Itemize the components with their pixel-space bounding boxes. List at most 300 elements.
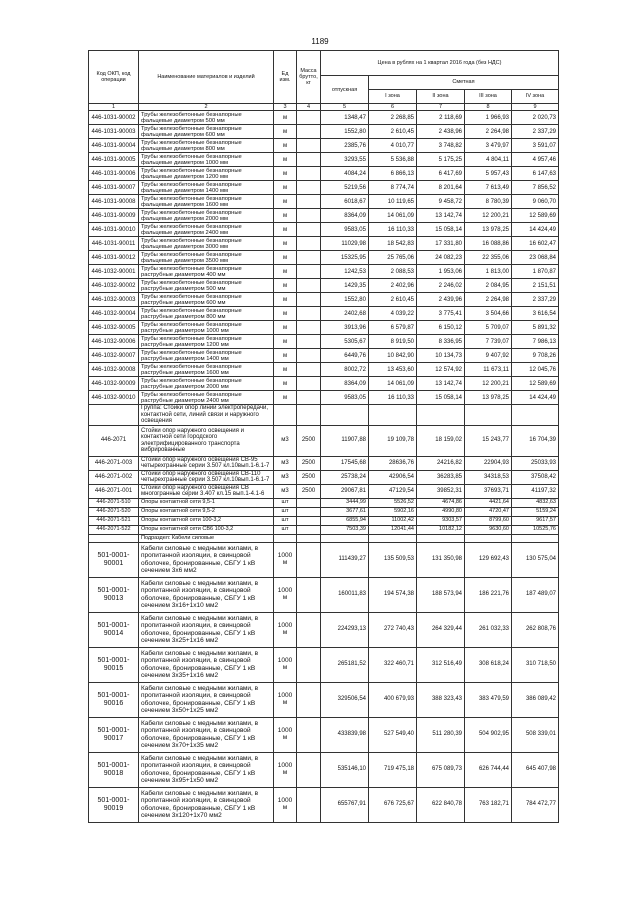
item-code: 446-1031-90007 xyxy=(89,181,139,195)
item-mass xyxy=(297,251,321,265)
price-zone-2: 6 417,69 xyxy=(417,167,465,181)
price-zone-1: 2 610,45 xyxy=(369,125,417,139)
price-release: 25738,24 xyxy=(321,470,369,484)
price-zone-2: 675 089,73 xyxy=(417,752,465,787)
price-zone-2: 12 574,92 xyxy=(417,363,465,377)
price-zone-4: 4832,63 xyxy=(512,498,559,507)
price-zone-2: 264 329,44 xyxy=(417,612,465,647)
price-release: 6855,94 xyxy=(321,516,369,525)
price-zone-2: 13 142,74 xyxy=(417,209,465,223)
item-name: Трубы железобетонные безнапорные фальцевые диаметром 1600 мм xyxy=(139,195,274,209)
price-zone-3: 7 739,07 xyxy=(465,335,512,349)
item-code: 446-1032-90009 xyxy=(89,377,139,391)
item-unit: 1000 м xyxy=(274,612,297,647)
price-zone-2: 312 516,49 xyxy=(417,647,465,682)
price-zone-4: 1 870,87 xyxy=(512,265,559,279)
price-zone-1: 18 542,83 xyxy=(369,237,417,251)
price-zone-2: 5 175,25 xyxy=(417,153,465,167)
price-zone-2: 2 438,96 xyxy=(417,125,465,139)
price-zone-4: 37508,42 xyxy=(512,470,559,484)
item-unit: шт xyxy=(274,507,297,516)
price-release: 329506,54 xyxy=(321,682,369,717)
price-release: 1429,35 xyxy=(321,279,369,293)
item-unit: м xyxy=(274,209,297,223)
column-index-row xyxy=(89,104,559,111)
price-zone-2: 3 748,82 xyxy=(417,139,465,153)
price-zone-4: 2 337,29 xyxy=(512,293,559,307)
price-release: 1242,53 xyxy=(321,265,369,279)
column-index: 2 xyxy=(139,104,274,111)
price-release: 8364,09 xyxy=(321,377,369,391)
price-zone-4: 7 986,13 xyxy=(512,335,559,349)
item-mass xyxy=(297,335,321,349)
item-code: 446-1031-90005 xyxy=(89,153,139,167)
price-zone-2 xyxy=(417,405,465,425)
item-name: Трубы железобетонные безнапорные фальцевые диаметром 3000 мм xyxy=(139,237,274,251)
item-code: 446-1031-90010 xyxy=(89,223,139,237)
price-zone-3: 383 479,59 xyxy=(465,682,512,717)
table-row xyxy=(89,111,559,125)
price-zone-2: 15 058,14 xyxy=(417,223,465,237)
item-mass xyxy=(297,139,321,153)
price-zone-1: 400 679,93 xyxy=(369,682,417,717)
item-name: Трубы железобетонные безнапорные фальцевые диаметром 1200 мм xyxy=(139,167,274,181)
header-zone-4: IV зона xyxy=(512,89,559,104)
item-code: 446-1032-90003 xyxy=(89,293,139,307)
price-zone-1: 2 268,85 xyxy=(369,111,417,125)
table-row xyxy=(89,577,559,612)
price-release: 7503,39 xyxy=(321,525,369,534)
item-mass xyxy=(297,153,321,167)
item-mass xyxy=(297,577,321,612)
item-code: 446-1032-90005 xyxy=(89,321,139,335)
price-zone-1: 28636,76 xyxy=(369,456,417,470)
price-zone-2: 4674,86 xyxy=(417,498,465,507)
price-release: 1348,47 xyxy=(321,111,369,125)
price-zone-1: 4 010,77 xyxy=(369,139,417,153)
item-mass xyxy=(297,516,321,525)
price-release: 3913,96 xyxy=(321,321,369,335)
item-unit: м xyxy=(274,265,297,279)
item-code: 446-2071 xyxy=(89,425,139,456)
header-mass: Масса брутто, кг xyxy=(297,51,321,104)
item-code: 446-1032-90004 xyxy=(89,307,139,321)
item-code: 446-2071-521 xyxy=(89,516,139,525)
item-unit: м xyxy=(274,237,297,251)
price-zone-1: 135 509,53 xyxy=(369,542,417,577)
price-zone-3: 186 221,76 xyxy=(465,577,512,612)
item-code: 446-2071-520 xyxy=(89,507,139,516)
item-name: Трубы железобетонные безнапорные фальцевые диаметром 1000 мм xyxy=(139,153,274,167)
item-name: Кабели силовые с медными жилами, в пропитанной изоляции, в свинцовой оболочке, бронированные, СБГУ 1 кВ сечением 3х25+1х16 мм2 xyxy=(139,612,274,647)
item-unit: 1000 м xyxy=(274,577,297,612)
item-code: 446-1031-90003 xyxy=(89,125,139,139)
price-release: 433839,98 xyxy=(321,717,369,752)
price-zone-1: 19 109,78 xyxy=(369,425,417,456)
column-index: 3 xyxy=(274,104,297,111)
price-zone-2 xyxy=(417,534,465,542)
table-row xyxy=(89,223,559,237)
header-zone-1: I зона xyxy=(369,89,417,104)
price-zone-3: 4720,47 xyxy=(465,507,512,516)
table-row xyxy=(89,647,559,682)
price-zone-3: 626 744,44 xyxy=(465,752,512,787)
price-zone-1: 16 110,33 xyxy=(369,223,417,237)
table-row xyxy=(89,717,559,752)
item-mass: 2500 xyxy=(297,425,321,456)
item-mass xyxy=(297,181,321,195)
price-release: 224293,13 xyxy=(321,612,369,647)
price-release: 1552,80 xyxy=(321,293,369,307)
price-zone-2: 511 280,39 xyxy=(417,717,465,752)
item-code: 501-0001-90001 xyxy=(89,542,139,577)
price-zone-3: 1 966,93 xyxy=(465,111,512,125)
item-name: Подраздел: Кабели силовые xyxy=(139,534,274,542)
item-name: Стойки опор наружного освещения СВ-110 четырехгранные серии 3.507 кл.10вып.1-6.1-7 xyxy=(139,470,274,484)
item-mass xyxy=(297,717,321,752)
column-index: 1 xyxy=(89,104,139,111)
price-zone-1: 6 579,87 xyxy=(369,321,417,335)
item-unit: м xyxy=(274,111,297,125)
header-zone-2: II зона xyxy=(417,89,465,104)
price-zone-3: 504 902,95 xyxy=(465,717,512,752)
price-zone-1: 4 039,22 xyxy=(369,307,417,321)
price-zone-1: 6 866,13 xyxy=(369,167,417,181)
price-zone-3 xyxy=(465,405,512,425)
item-code: 446-1031-90008 xyxy=(89,195,139,209)
price-zone-4: 310 718,50 xyxy=(512,647,559,682)
item-unit: м xyxy=(274,153,297,167)
item-name: Трубы железобетонные безнапорные раструбные диаметром 2400 мм xyxy=(139,391,274,405)
price-zone-3: 22904,93 xyxy=(465,456,512,470)
price-zone-3: 12 200,21 xyxy=(465,377,512,391)
price-release: 2402,68 xyxy=(321,307,369,321)
price-zone-4: 6 147,63 xyxy=(512,167,559,181)
price-zone-2: 188 573,94 xyxy=(417,577,465,612)
price-zone-2: 10 134,73 xyxy=(417,349,465,363)
item-unit: м xyxy=(274,195,297,209)
item-unit: м xyxy=(274,307,297,321)
item-name: Трубы железобетонные безнапорные фальцевые диаметром 2400 мм xyxy=(139,223,274,237)
table-row xyxy=(89,195,559,209)
price-zone-2: 388 323,43 xyxy=(417,682,465,717)
item-mass xyxy=(297,542,321,577)
item-code: 446-2071-002 xyxy=(89,470,139,484)
table-row xyxy=(89,153,559,167)
price-zone-4: 5159,24 xyxy=(512,507,559,516)
price-zone-3: 3 504,66 xyxy=(465,307,512,321)
item-name: Стойки опор наружного освещения СВ-95 четырехгранные серии 3.507 кл.10вып.1-6.1-7 xyxy=(139,456,274,470)
price-zone-4: 12 589,69 xyxy=(512,209,559,223)
item-name: Стойки опор наружного освещения СВ многогранные серии 3.407 кл.15 вып.1-4.1-6 xyxy=(139,484,274,498)
price-release: 2385,76 xyxy=(321,139,369,153)
item-mass xyxy=(297,363,321,377)
column-index: 5 xyxy=(321,104,369,111)
price-zone-3: 2 264,98 xyxy=(465,293,512,307)
item-code: 446-2071-001 xyxy=(89,484,139,498)
price-zone-4: 7 856,52 xyxy=(512,181,559,195)
item-mass xyxy=(297,534,321,542)
item-unit: шт xyxy=(274,498,297,507)
price-zone-3: 12 200,21 xyxy=(465,209,512,223)
price-zone-4: 23 068,84 xyxy=(512,251,559,265)
price-zone-4: 3 616,54 xyxy=(512,307,559,321)
table-row xyxy=(89,534,559,542)
price-zone-1: 8 919,50 xyxy=(369,335,417,349)
price-release: 5305,67 xyxy=(321,335,369,349)
price-zone-4: 14 424,49 xyxy=(512,391,559,405)
item-name: Кабели силовые с медными жилами, в пропитанной изоляции, в свинцовой оболочке, бронированные, СБГУ 1 кВ сечением 3х16+1х10 мм2 xyxy=(139,577,274,612)
table-row xyxy=(89,787,559,822)
item-mass xyxy=(297,787,321,822)
item-code: 446-1031-90006 xyxy=(89,167,139,181)
price-zone-3: 2 264,98 xyxy=(465,125,512,139)
item-unit: 1000 м xyxy=(274,752,297,787)
table-row xyxy=(89,507,559,516)
price-zone-2: 17 331,80 xyxy=(417,237,465,251)
price-zone-1: 2 088,53 xyxy=(369,265,417,279)
item-unit: м3 xyxy=(274,484,297,498)
price-zone-2: 13 142,74 xyxy=(417,377,465,391)
header-code: Код ОКП, код операции xyxy=(89,51,139,104)
price-zone-3: 22 355,06 xyxy=(465,251,512,265)
header-price-group: Цена в рублях на 1 квартал 2016 года (без НДС) xyxy=(321,51,559,76)
item-mass xyxy=(297,682,321,717)
price-zone-1 xyxy=(369,534,417,542)
price-release: 1552,80 xyxy=(321,125,369,139)
item-unit: м xyxy=(274,251,297,265)
item-name: Трубы железобетонные безнапорные фальцевые диаметром 2000 мм xyxy=(139,209,274,223)
item-name: Группа: Стойки опор линий электропередачи, контактной сети, линий связи и наружного освещения xyxy=(139,405,274,425)
item-name: Кабели силовые с медными жилами, в пропитанной изоляции, в свинцовой оболочке, бронированные, СБГУ 1 кВ сечением 3х95+1х50 мм2 xyxy=(139,752,274,787)
price-zone-2: 622 840,78 xyxy=(417,787,465,822)
item-code: 446-1032-90007 xyxy=(89,349,139,363)
price-zone-2: 131 350,98 xyxy=(417,542,465,577)
item-unit: 1000 м xyxy=(274,647,297,682)
item-name: Трубы железобетонные безнапорные раструбные диаметром 1400 мм xyxy=(139,349,274,363)
item-code: 501-0001-90014 xyxy=(89,612,139,647)
item-unit: м3 xyxy=(274,456,297,470)
column-index: 6 xyxy=(369,104,417,111)
price-zone-4: 9617,57 xyxy=(512,516,559,525)
price-zone-3: 308 618,24 xyxy=(465,647,512,682)
item-unit: м xyxy=(274,167,297,181)
price-zone-3 xyxy=(465,534,512,542)
price-zone-4: 25033,93 xyxy=(512,456,559,470)
price-release: 17545,68 xyxy=(321,456,369,470)
price-zone-3: 16 088,86 xyxy=(465,237,512,251)
price-zone-2: 9303,57 xyxy=(417,516,465,525)
price-zone-1: 47129,54 xyxy=(369,484,417,498)
item-mass xyxy=(297,195,321,209)
table-row xyxy=(89,456,559,470)
column-index: 7 xyxy=(417,104,465,111)
price-zone-1: 13 453,60 xyxy=(369,363,417,377)
price-zone-4: 508 339,01 xyxy=(512,717,559,752)
price-release: 655767,91 xyxy=(321,787,369,822)
item-unit: шт xyxy=(274,525,297,534)
table-row xyxy=(89,405,559,425)
table-row xyxy=(89,516,559,525)
price-zone-1: 272 740,43 xyxy=(369,612,417,647)
price-zone-1 xyxy=(369,405,417,425)
table-row xyxy=(89,251,559,265)
item-mass xyxy=(297,498,321,507)
item-mass: 2500 xyxy=(297,470,321,484)
table-row xyxy=(89,498,559,507)
price-zone-3: 7 613,49 xyxy=(465,181,512,195)
price-zone-4: 5 891,32 xyxy=(512,321,559,335)
item-unit: м xyxy=(274,139,297,153)
table-row xyxy=(89,209,559,223)
item-name: Трубы железобетонные безнапорные фальцевые диаметром 1400 мм xyxy=(139,181,274,195)
item-name: Трубы железобетонные безнапорные фальцевые диаметром 600 мм xyxy=(139,125,274,139)
item-mass: 2500 xyxy=(297,456,321,470)
item-unit: м xyxy=(274,125,297,139)
item-unit: м xyxy=(274,335,297,349)
price-zone-4 xyxy=(512,405,559,425)
price-zone-4 xyxy=(512,534,559,542)
price-zone-3: 129 692,43 xyxy=(465,542,512,577)
price-zone-3: 261 032,33 xyxy=(465,612,512,647)
item-code xyxy=(89,534,139,542)
price-release: 535146,10 xyxy=(321,752,369,787)
price-zone-1: 5526,52 xyxy=(369,498,417,507)
table-row xyxy=(89,612,559,647)
price-release: 9583,05 xyxy=(321,391,369,405)
item-unit: 1000 м xyxy=(274,787,297,822)
table-row xyxy=(89,167,559,181)
price-release: 3677,61 xyxy=(321,507,369,516)
table-row xyxy=(89,307,559,321)
price-zone-3: 8799,60 xyxy=(465,516,512,525)
item-mass xyxy=(297,125,321,139)
price-zone-4: 386 089,42 xyxy=(512,682,559,717)
item-code xyxy=(89,405,139,425)
price-zone-3: 4 804,11 xyxy=(465,153,512,167)
price-release xyxy=(321,405,369,425)
item-code: 501-0001-90013 xyxy=(89,577,139,612)
price-zone-2: 24 082,23 xyxy=(417,251,465,265)
item-mass xyxy=(297,349,321,363)
item-unit: м xyxy=(274,377,297,391)
price-zone-4: 12 045,76 xyxy=(512,363,559,377)
column-index: 8 xyxy=(465,104,512,111)
item-code: 446-2071-003 xyxy=(89,456,139,470)
item-unit: м xyxy=(274,293,297,307)
item-name: Кабели силовые с медными жилами, в пропитанной изоляции, в свинцовой оболочке, бронированные, СБГУ 1 кВ сечением 3х50+1х25 мм2 xyxy=(139,682,274,717)
price-zone-1: 10 119,65 xyxy=(369,195,417,209)
price-zone-4: 4 957,46 xyxy=(512,153,559,167)
price-zone-4: 41197,32 xyxy=(512,484,559,498)
table-row xyxy=(89,425,559,456)
price-zone-2: 6 150,12 xyxy=(417,321,465,335)
price-zone-1: 16 110,33 xyxy=(369,391,417,405)
price-release: 4084,24 xyxy=(321,167,369,181)
item-code: 446-1032-90008 xyxy=(89,363,139,377)
price-zone-2: 15 058,14 xyxy=(417,391,465,405)
price-release: 265181,52 xyxy=(321,647,369,682)
item-mass xyxy=(297,612,321,647)
item-code: 446-1031-90009 xyxy=(89,209,139,223)
price-zone-3: 15 243,77 xyxy=(465,425,512,456)
item-mass xyxy=(297,223,321,237)
item-code: 446-1031-90012 xyxy=(89,251,139,265)
item-code: 501-0001-90018 xyxy=(89,752,139,787)
price-release: 160011,83 xyxy=(321,577,369,612)
price-zone-1: 11002,42 xyxy=(369,516,417,525)
price-zone-1: 719 475,18 xyxy=(369,752,417,787)
item-unit: м xyxy=(274,321,297,335)
item-mass xyxy=(297,209,321,223)
price-zone-2: 24216,82 xyxy=(417,456,465,470)
price-zone-3: 2 084,95 xyxy=(465,279,512,293)
item-code: 501-0001-90019 xyxy=(89,787,139,822)
price-zone-4: 262 808,76 xyxy=(512,612,559,647)
item-unit: м xyxy=(274,279,297,293)
item-code: 446-1032-90006 xyxy=(89,335,139,349)
item-unit: м xyxy=(274,391,297,405)
table-row xyxy=(89,542,559,577)
price-zone-1: 42906,54 xyxy=(369,470,417,484)
page-number: 1189 xyxy=(311,37,329,46)
item-code: 446-1032-90001 xyxy=(89,265,139,279)
item-unit: м xyxy=(274,223,297,237)
item-name: Трубы железобетонные безнапорные раструбные диаметром 800 мм xyxy=(139,307,274,321)
price-release: 111439,27 xyxy=(321,542,369,577)
price-zone-4: 3 591,07 xyxy=(512,139,559,153)
price-zone-2: 3 775,41 xyxy=(417,307,465,321)
price-zone-2: 9 458,72 xyxy=(417,195,465,209)
price-zone-2: 8 201,64 xyxy=(417,181,465,195)
price-zone-1: 527 549,40 xyxy=(369,717,417,752)
item-name: Кабели силовые с медными жилами, в пропитанной изоляции, в свинцовой оболочке, бронированные, СБГУ 1 кВ сечением 3х120+1х70 мм2 xyxy=(139,787,274,822)
price-zone-3: 8 780,39 xyxy=(465,195,512,209)
price-zone-3: 4421,64 xyxy=(465,498,512,507)
price-release: 8364,09 xyxy=(321,209,369,223)
price-zone-3: 13 978,25 xyxy=(465,391,512,405)
price-zone-4: 16 704,39 xyxy=(512,425,559,456)
item-name: Опоры контактной сети СВ6 100-3,2 xyxy=(139,525,274,534)
item-code: 446-1031-90002 xyxy=(89,111,139,125)
item-unit: м xyxy=(274,349,297,363)
table-row xyxy=(89,279,559,293)
table-row xyxy=(89,237,559,251)
price-zone-1: 676 725,67 xyxy=(369,787,417,822)
price-release: 5219,56 xyxy=(321,181,369,195)
header-name: Наименование материалов и изделий xyxy=(139,51,274,104)
price-zone-2: 2 246,02 xyxy=(417,279,465,293)
price-zone-2: 39852,31 xyxy=(417,484,465,498)
price-zone-4: 9 708,26 xyxy=(512,349,559,363)
item-unit: 1000 м xyxy=(274,717,297,752)
price-zone-1: 322 460,71 xyxy=(369,647,417,682)
price-zone-3: 37693,71 xyxy=(465,484,512,498)
table-row xyxy=(89,321,559,335)
price-zone-3: 11 673,11 xyxy=(465,363,512,377)
price-zone-3: 5 709,07 xyxy=(465,321,512,335)
table-row xyxy=(89,265,559,279)
price-zone-2: 18 159,02 xyxy=(417,425,465,456)
price-zone-4: 2 337,29 xyxy=(512,125,559,139)
item-unit: 1000 м xyxy=(274,682,297,717)
table-row xyxy=(89,525,559,534)
price-release: 11907,88 xyxy=(321,425,369,456)
item-mass xyxy=(297,405,321,425)
item-name: Кабели силовые с медными жилами, в пропитанной изоляции, в свинцовой оболочке, бронированные, СБГУ 1 кВ сечением 3х35+1х16 мм2 xyxy=(139,647,274,682)
item-name: Кабели силовые с медными жилами, в пропитанной изоляции, в свинцовой оболочке, бронированные, СБГУ 1 кВ сечением 3х6 мм2 xyxy=(139,542,274,577)
item-name: Стойки опор наружного освещения и контактной сети городского электрифицированного транспорта вибрированные xyxy=(139,425,274,456)
